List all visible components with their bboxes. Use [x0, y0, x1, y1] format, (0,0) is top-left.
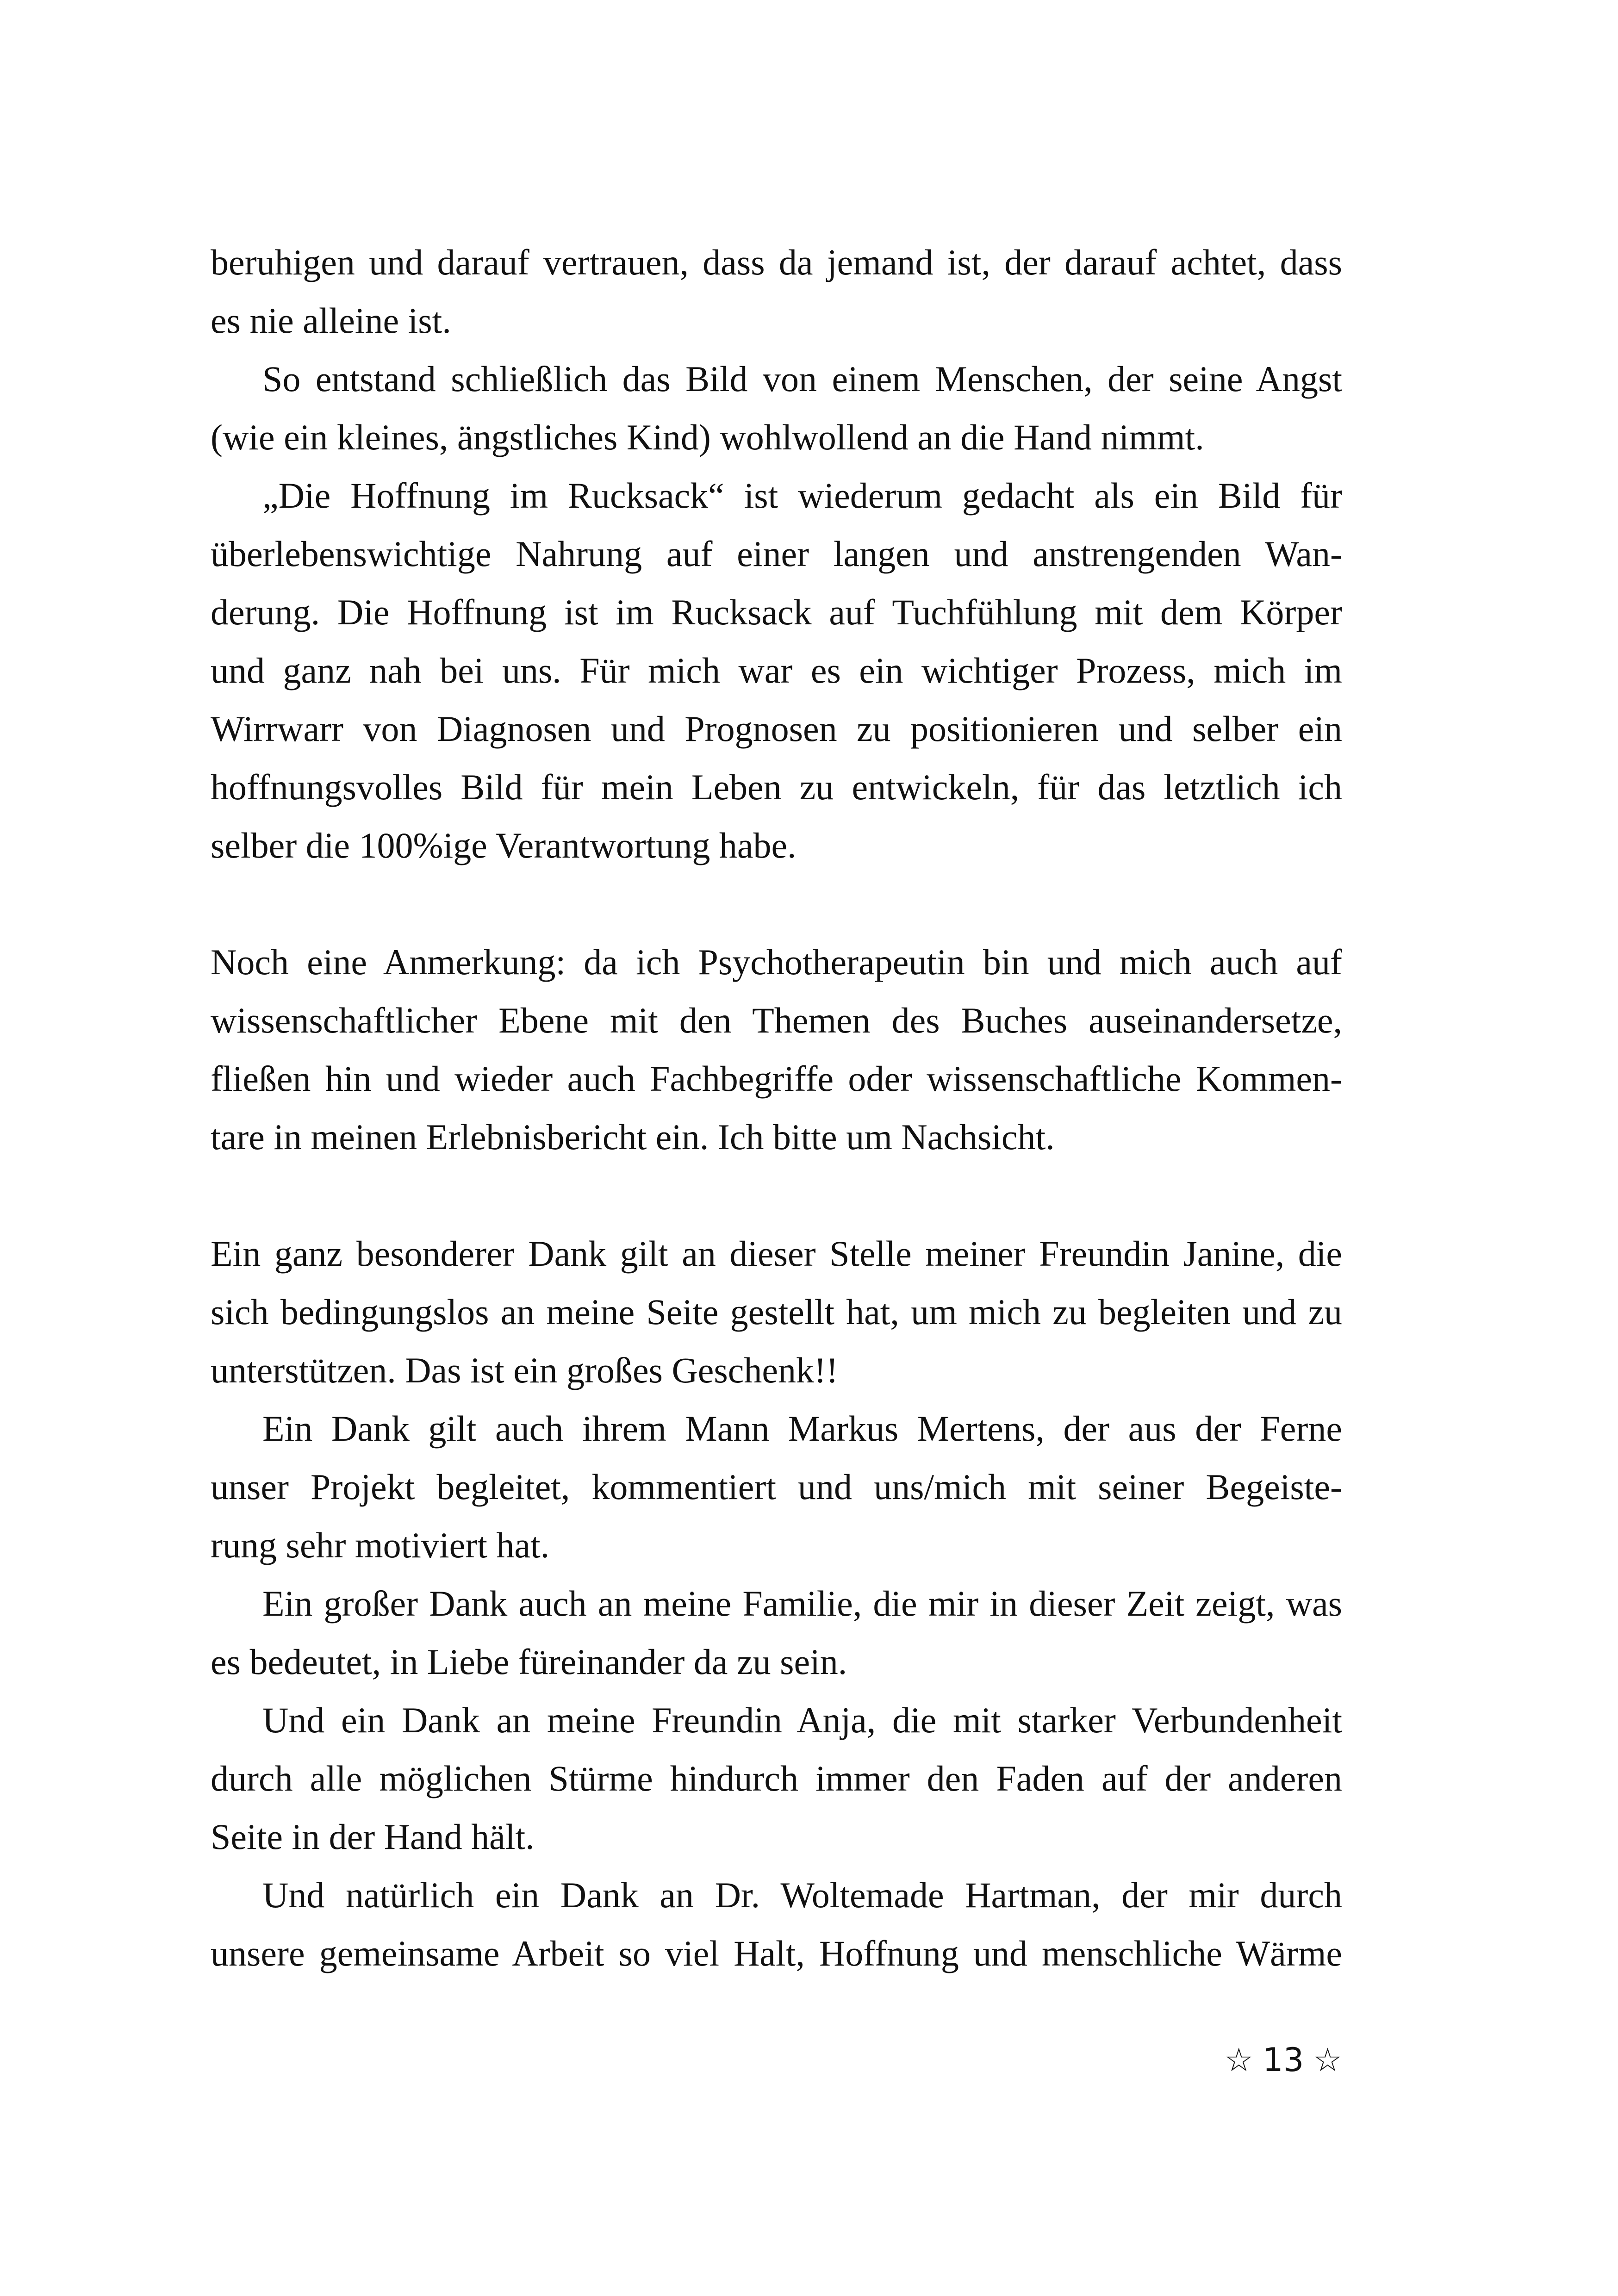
text-line: durch alle möglichen Stürme hindurch immer den Faden auf der anderen [211, 1758, 1342, 1798]
text-line: unser Projekt begleitet, kommentiert und uns/mich mit seiner Begeiste- [211, 1467, 1342, 1507]
text-line: sich bedingungslos an meine Seite gestellt hat, um mich zu begleiten und zu [211, 1292, 1342, 1332]
paragraph [211, 933, 1342, 1166]
paragraph [211, 1691, 1342, 1866]
page-footer [1224, 2041, 1342, 2079]
text-line: Ein großer Dank auch an meine Familie, die mir in dieser Zeit zeigt, was [262, 1583, 1342, 1624]
text-line: es nie alleine ist. [211, 300, 451, 341]
paragraph [211, 1225, 1342, 1400]
text-line: fließen hin und wieder auch Fachbegriffe oder wissenschaftliche Kommen- [211, 1058, 1342, 1099]
text-line: „Die Hoffnung im Rucksack“ ist wiederum gedacht als ein Bild für [262, 475, 1342, 516]
star-icon: ☆ [1313, 2041, 1342, 2079]
text-line: unterstützen. Das ist ein großes Geschenk!! [211, 1350, 838, 1390]
star-icon: ☆ [1224, 2041, 1254, 2079]
text-line: tare in meinen Erlebnisbericht ein. Ich bitte um Nachsicht. [211, 1117, 1055, 1157]
text-block [211, 233, 1342, 1983]
text-line: hoffnungsvolles Bild für mein Leben zu entwickeln, für das letztlich ich [211, 767, 1342, 807]
text-line: rung sehr motiviert hat. [211, 1525, 550, 1565]
text-line: Noch eine Anmerkung: da ich Psychotherapeutin bin und mich auch auf [211, 942, 1342, 982]
text-line: Seite in der Hand hält. [211, 1817, 535, 1857]
text-line: selber die 100%ige Verantwortung habe. [211, 825, 797, 865]
text-line: unsere gemeinsame Arbeit so viel Halt, Hoffnung und menschliche Wärme [211, 1933, 1342, 1973]
page-number: 13 [1263, 2041, 1304, 2079]
paragraph [211, 350, 1342, 467]
text-line: überlebenswichtige Nahrung auf einer langen und anstrengenden Wan- [211, 534, 1342, 574]
text-line: Ein ganz besonderer Dank gilt an dieser Stelle meiner Freundin Janine, die [211, 1233, 1342, 1274]
text-line: Und ein Dank an meine Freundin Anja, die mit starker Verbundenheit [262, 1700, 1342, 1740]
text-line: So entstand schließlich das Bild von einem Menschen, der seine Angst [262, 359, 1342, 399]
text-line: beruhigen und darauf vertrauen, dass da jemand ist, der darauf achtet, dass [211, 242, 1342, 282]
text-line: derung. Die Hoffnung ist im Rucksack auf Tuchfühlung mit dem Körper [211, 592, 1342, 632]
text-line: und ganz nah bei uns. Für mich war es ein wichtiger Prozess, mich im [211, 650, 1342, 691]
text-line: Und natürlich ein Dank an Dr. Woltemade Hartman, der mir durch [262, 1875, 1342, 1915]
paragraph [211, 467, 1342, 875]
text-line: wissenschaftlicher Ebene mit den Themen des Buches auseinandersetze, [211, 1000, 1342, 1040]
paragraph [211, 1574, 1342, 1691]
paragraph [211, 1866, 1342, 1983]
paragraph [211, 233, 1342, 350]
text-line: es bedeutet, in Liebe füreinander da zu sein. [211, 1642, 847, 1682]
text-line: (wie ein kleines, ängstliches Kind) wohlwollend an die Hand nimmt. [211, 417, 1204, 457]
text-line: Wirrwarr von Diagnosen und Prognosen zu positionieren und selber ein [211, 709, 1342, 749]
text-line: Ein Dank gilt auch ihrem Mann Markus Mertens, der aus der Ferne [262, 1408, 1342, 1449]
paragraph [211, 1400, 1342, 1574]
